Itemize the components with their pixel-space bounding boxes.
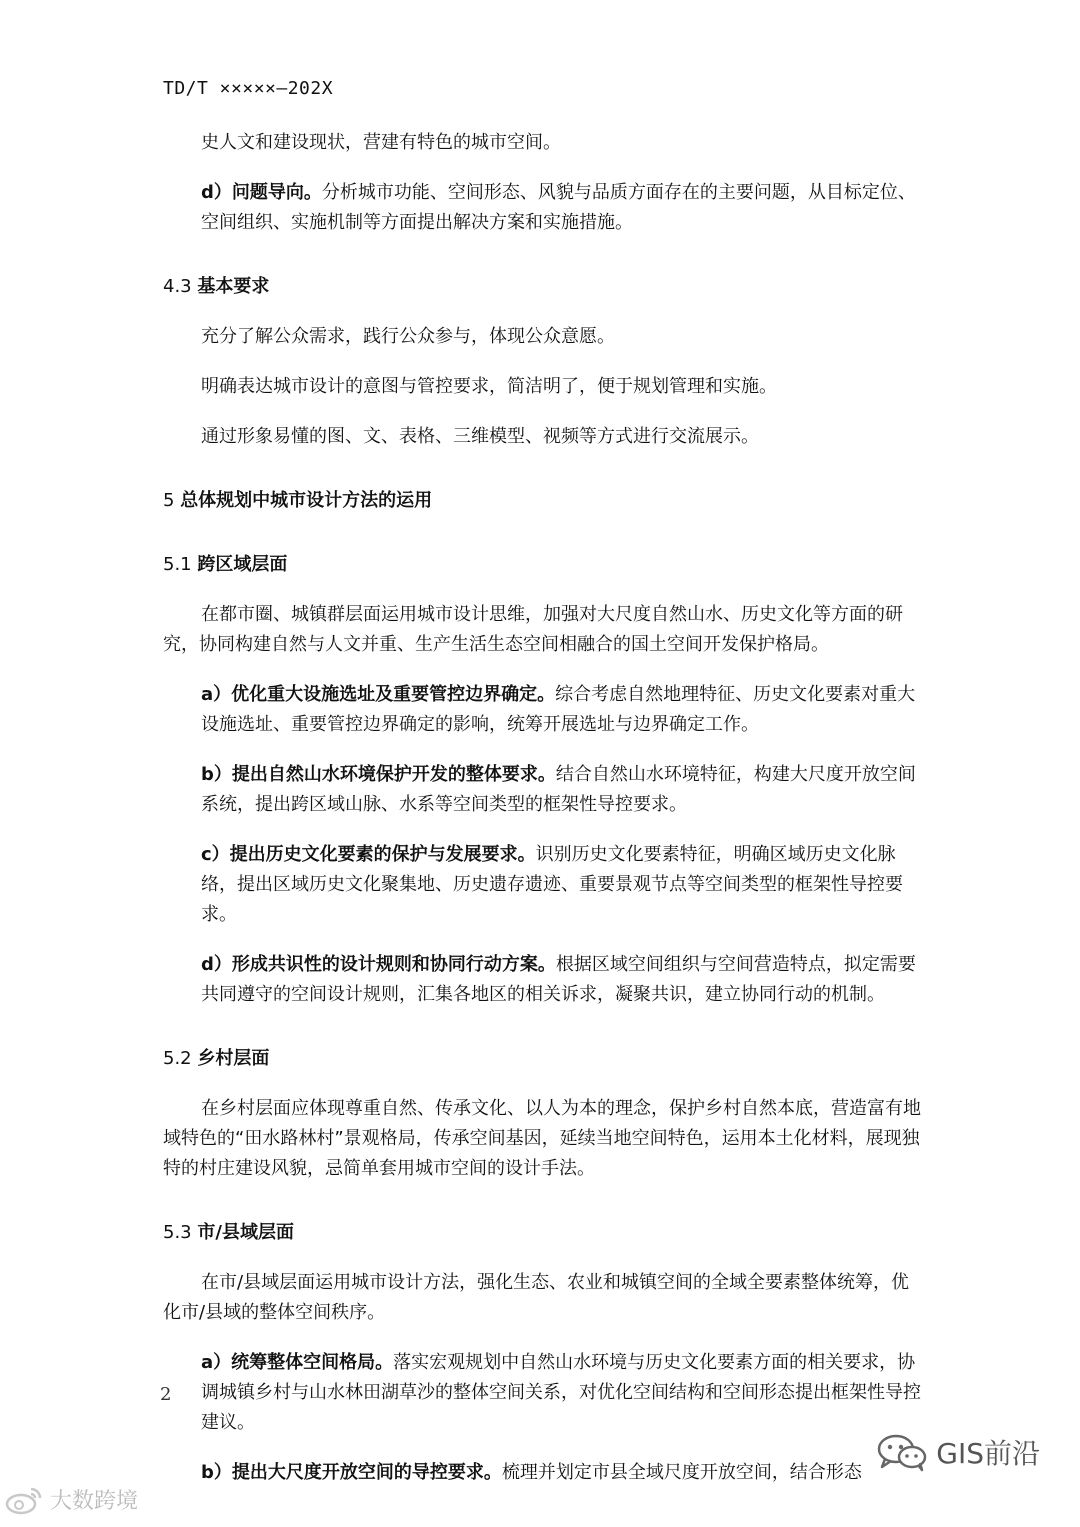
paragraph: 在市/县域层面运用城市设计方法，强化生态、农业和城镇空间的全域全要素整体统筹，优化市/县域的整体空间秩序。 (163, 1272, 910, 1323)
list-item-c (163, 840, 923, 930)
paragraph-continuation: 史人文和建设现状，营建有特色的城市空间。 (201, 132, 561, 153)
list-item-text: 根据区域空间组织与空间营造特点，拟定需要共同遵守的空间设计规则，汇集各地区的相关诉求，凝聚共识，建立协同行动的机制。 (201, 954, 916, 1005)
list-item-d (163, 950, 923, 1010)
section-heading-5-3 (163, 1218, 923, 1248)
document-body (163, 128, 923, 1488)
list-item-lead: d）问题导向。 (201, 182, 322, 203)
section-heading-4-3 (163, 272, 923, 302)
section-number: 5 (163, 490, 175, 511)
list-item-text: 综合考虑自然地理特征、历史文化要素对重大设施选址、重要管控边界确定的影响，统筹开展选址与边界确定工作。 (201, 684, 916, 735)
paragraph: 明确表达城市设计的意图与管控要求，简洁明了，便于规划管理和实施。 (201, 376, 777, 397)
wechat-icon (876, 1432, 928, 1472)
paragraph: 在乡村层面应体现尊重自然、传承文化、以人为本的理念，保护乡村自然本底，营造富有地域特色的“田水路林村”景观格局，传承空间基因，延续当地空间特色，运用本土化材料，展现独特的村庄建设风貌，忌简单套用城市空间的设计手法。 (163, 1098, 921, 1179)
paragraph: 充分了解公众需求，践行公众参与，体现公众意愿。 (201, 326, 615, 347)
list-item-lead: a）优化重大设施选址及重要管控边界确定。 (201, 684, 556, 705)
list-item-b (163, 760, 923, 820)
list-item-text: 梳理并划定市县全域尺度开放空间，结合形态 (501, 1462, 862, 1483)
list-item-b (163, 1458, 923, 1488)
list-item-text: 分析城市功能、空间形态、风貌与品质方面存在的主要问题，从目标定位、空间组织、实施机制等方面提出解决方案和实施措施。 (201, 182, 916, 233)
watermark-text: GIS前沿 (936, 1437, 1040, 1470)
weibo-icon (4, 1485, 44, 1515)
list-item-lead: b）提出自然山水环境保护开发的整体要求。 (201, 764, 556, 785)
section-title: 跨区域层面 (197, 554, 288, 575)
section-heading-5-1 (163, 550, 923, 580)
watermark-source (4, 1484, 138, 1515)
section-number: 5.2 (163, 1048, 192, 1069)
section-title: 基本要求 (197, 276, 270, 297)
section-number: 5.1 (163, 554, 192, 575)
list-item-lead: d）形成共识性的设计规则和协同行动方案。 (201, 954, 556, 975)
section-title: 乡村层面 (197, 1048, 270, 1069)
list-item-text: 落实宏观规划中自然山水环境与历史文化要素方面的相关要求，协调城镇乡村与山水林田湖草沙的整体空间关系，对优化空间结构和空间形态提出框架性导控建议。 (201, 1352, 921, 1433)
section-heading-5-2 (163, 1044, 923, 1074)
section-heading-5 (163, 486, 923, 516)
section-title: 市/县域层面 (197, 1222, 294, 1243)
paragraph: 在都市圈、城镇群层面运用城市设计思维，加强对大尺度自然山水、历史文化等方面的研究，协同构建自然与人文并重、生产生活生态空间相融合的国土空间开发保护格局。 (163, 604, 903, 655)
document-code-header: TD/T ×××××—202X (163, 78, 334, 99)
list-item-lead: a）统筹整体空间格局。 (201, 1352, 394, 1373)
list-item-text: 识别历史文化要素特征，明确区域历史文化脉络，提出区域历史文化聚集地、历史遗存遗迹、重要景观节点等空间类型的框架性导控要求。 (201, 844, 903, 925)
page-number: 2 (160, 1384, 172, 1405)
paragraph: 通过形象易懂的图、文、表格、三维模型、视频等方式进行交流展示。 (201, 426, 759, 447)
list-item-text: 结合自然山水环境特征，构建大尺度开放空间系统，提出跨区域山脉、水系等空间类型的框架性导控要求。 (201, 764, 916, 815)
list-item-lead: b）提出大尺度开放空间的导控要求。 (201, 1462, 502, 1483)
list-item-a (163, 1348, 923, 1438)
section-number: 4.3 (163, 276, 192, 297)
watermark-text: 大数跨境 (50, 1489, 139, 1514)
watermark-gis (876, 1432, 1040, 1472)
list-item-problem-oriented (163, 178, 923, 238)
list-item-a (163, 680, 923, 740)
section-title: 总体规划中城市设计方法的运用 (180, 490, 433, 511)
section-number: 5.3 (163, 1222, 192, 1243)
list-item-lead: c）提出历史文化要素的保护与发展要求。 (201, 844, 536, 865)
